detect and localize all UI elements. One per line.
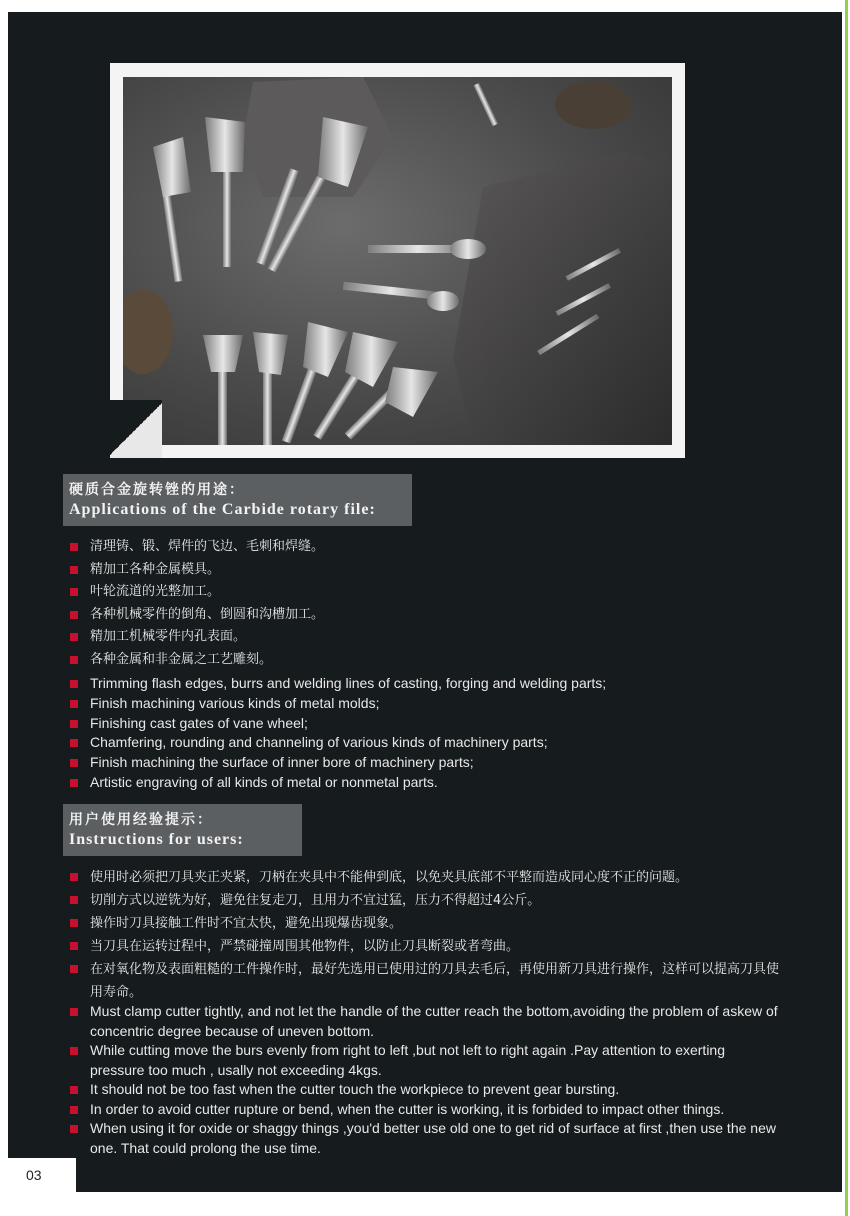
accent-line [845,0,848,1216]
applications-header [63,474,412,526]
list-item: Trimming flash edges, burrs and welding lines of casting, forging and welding parts; [70,674,770,694]
list-item: 清理铸、锻、焊件的飞边、毛刺和焊缝。 [70,536,324,559]
slate-rock-right [453,152,672,445]
page-number: 03 [8,1158,76,1192]
pebble-top-right [555,81,631,129]
applications-list-en [70,674,770,793]
list-item: 当刀具在运转过程中，严禁碰撞周围其他物件，以防止刀具断裂或者弯曲。 [70,935,782,958]
carbide-burrs-illustration [123,77,672,445]
list-item: Must clamp cutter tightly, and not let the handle of the cutter reach the bottom,avoiding the problem of askew of concentric degree because of uneven bottom. [70,1002,782,1041]
list-item: Chamfering, rounding and channeling of various kinds of machinery parts; [70,733,770,753]
list-item: 使用时必须把刀具夹正夹紧，刀柄在夹具中不能伸到底，以免夹具底部不平整而造成同心度不正的问题。 [70,866,782,889]
list-item: When using it for oxide or shaggy things ,you'd better use old one to get rid of surface at first ,then use the new one. That could prolong the use time. [70,1119,782,1158]
page-curl-decoration [110,400,162,458]
list-item: While cutting move the burs evenly from right to left ,but not left to right again .Pay attention to exerting pressure too much , usally not exceeding 4kgs. [70,1041,782,1080]
list-item: 精加工各种金属模具。 [70,559,324,582]
list-item: Finish machining the surface of inner bore of machinery parts; [70,753,770,773]
list-item: 各种机械零件的倒角、倒圆和沟槽加工。 [70,604,324,627]
instructions-title-zh: 用户使用经验提示： [69,812,213,828]
instructions-title-en: Instructions for users: [69,831,244,848]
list-item: Artistic engraving of all kinds of metal or nonmetal parts. [70,773,770,793]
list-item: 叶轮流道的光整加工。 [70,581,324,604]
list-item: 各种金属和非金属之工艺雕刻。 [70,649,324,672]
list-item: It should not be too fast when the cutter touch the workpiece to prevent gear bursting. [70,1080,782,1100]
list-item: 精加工机械零件内孔表面。 [70,626,324,649]
list-item: In order to avoid cutter rupture or bend, when the cutter is working, it is forbided to impact other things. [70,1100,782,1120]
list-item: Finishing cast gates of vane wheel; [70,714,770,734]
product-photo [123,77,672,445]
pebble-left [123,290,173,374]
instructions-list-en [70,1002,782,1158]
list-item: Finish machining various kinds of metal molds; [70,694,770,714]
applications-title-en: Applications of the Carbide rotary file: [69,501,376,518]
list-item: 在对氧化物及表面粗糙的工件操作时，最好先选用已使用过的刀具去毛后，再使用新刀具进行操作，这样可以提高刀具使用寿命。 [70,958,782,1004]
instructions-list-zh [70,866,782,1004]
list-item: 操作时刀具接触工件时不宜太快，避免出现爆齿现象。 [70,912,782,935]
instructions-header [63,804,302,856]
list-item: 切削方式以逆铣为好，避免往复走刀，且用力不宜过猛，压力不得超过4公斤。 [70,889,782,912]
applications-list-zh [70,536,324,671]
applications-title-zh: 硬质合金旋转锉的用途： [69,482,245,498]
